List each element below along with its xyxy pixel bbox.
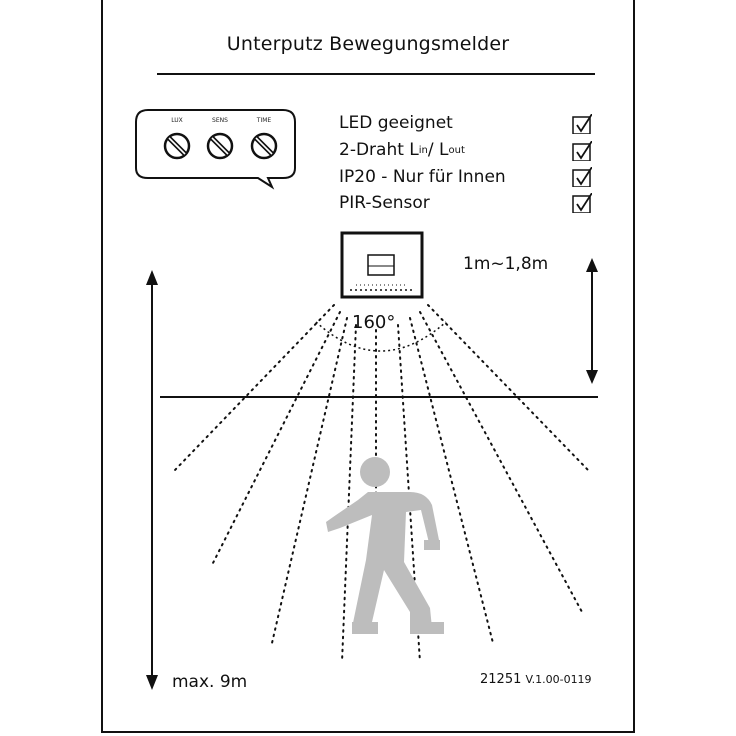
- dial-icon[interactable]: [252, 134, 276, 158]
- checkbox-icon: [572, 114, 592, 134]
- document-number: 21251 V.1.00-0119: [480, 672, 592, 687]
- dial-label-time: TIME: [256, 117, 272, 124]
- feature-led: LED geeignet: [339, 113, 453, 133]
- range-arrow: [146, 270, 158, 690]
- checkbox-icon: [572, 167, 592, 187]
- mount-height-label: 1m~1,8m: [463, 254, 549, 274]
- checkbox-icon: [572, 193, 592, 213]
- range-label: max. 9m: [172, 672, 248, 692]
- checkbox-icon: [572, 141, 592, 161]
- angle-label: 160°: [352, 312, 396, 333]
- feature-wiring: 2-Draht $L^{in}/$ $L^{out}$: [339, 140, 465, 160]
- dial-icon[interactable]: [208, 134, 232, 158]
- feature-pir: PIR-Sensor: [339, 193, 430, 213]
- page-title: Unterputz Bewegungsmelder: [226, 33, 510, 55]
- dial-label-lux: LUX: [171, 117, 183, 124]
- height-arrow: [586, 258, 598, 384]
- dial-icon[interactable]: [165, 134, 189, 158]
- dial-label-sens: SENS: [212, 117, 228, 124]
- walking-person-icon: [326, 457, 444, 634]
- feature-ip20: IP20 - Nur für Innen: [339, 167, 506, 187]
- sensor-icon: [342, 233, 422, 297]
